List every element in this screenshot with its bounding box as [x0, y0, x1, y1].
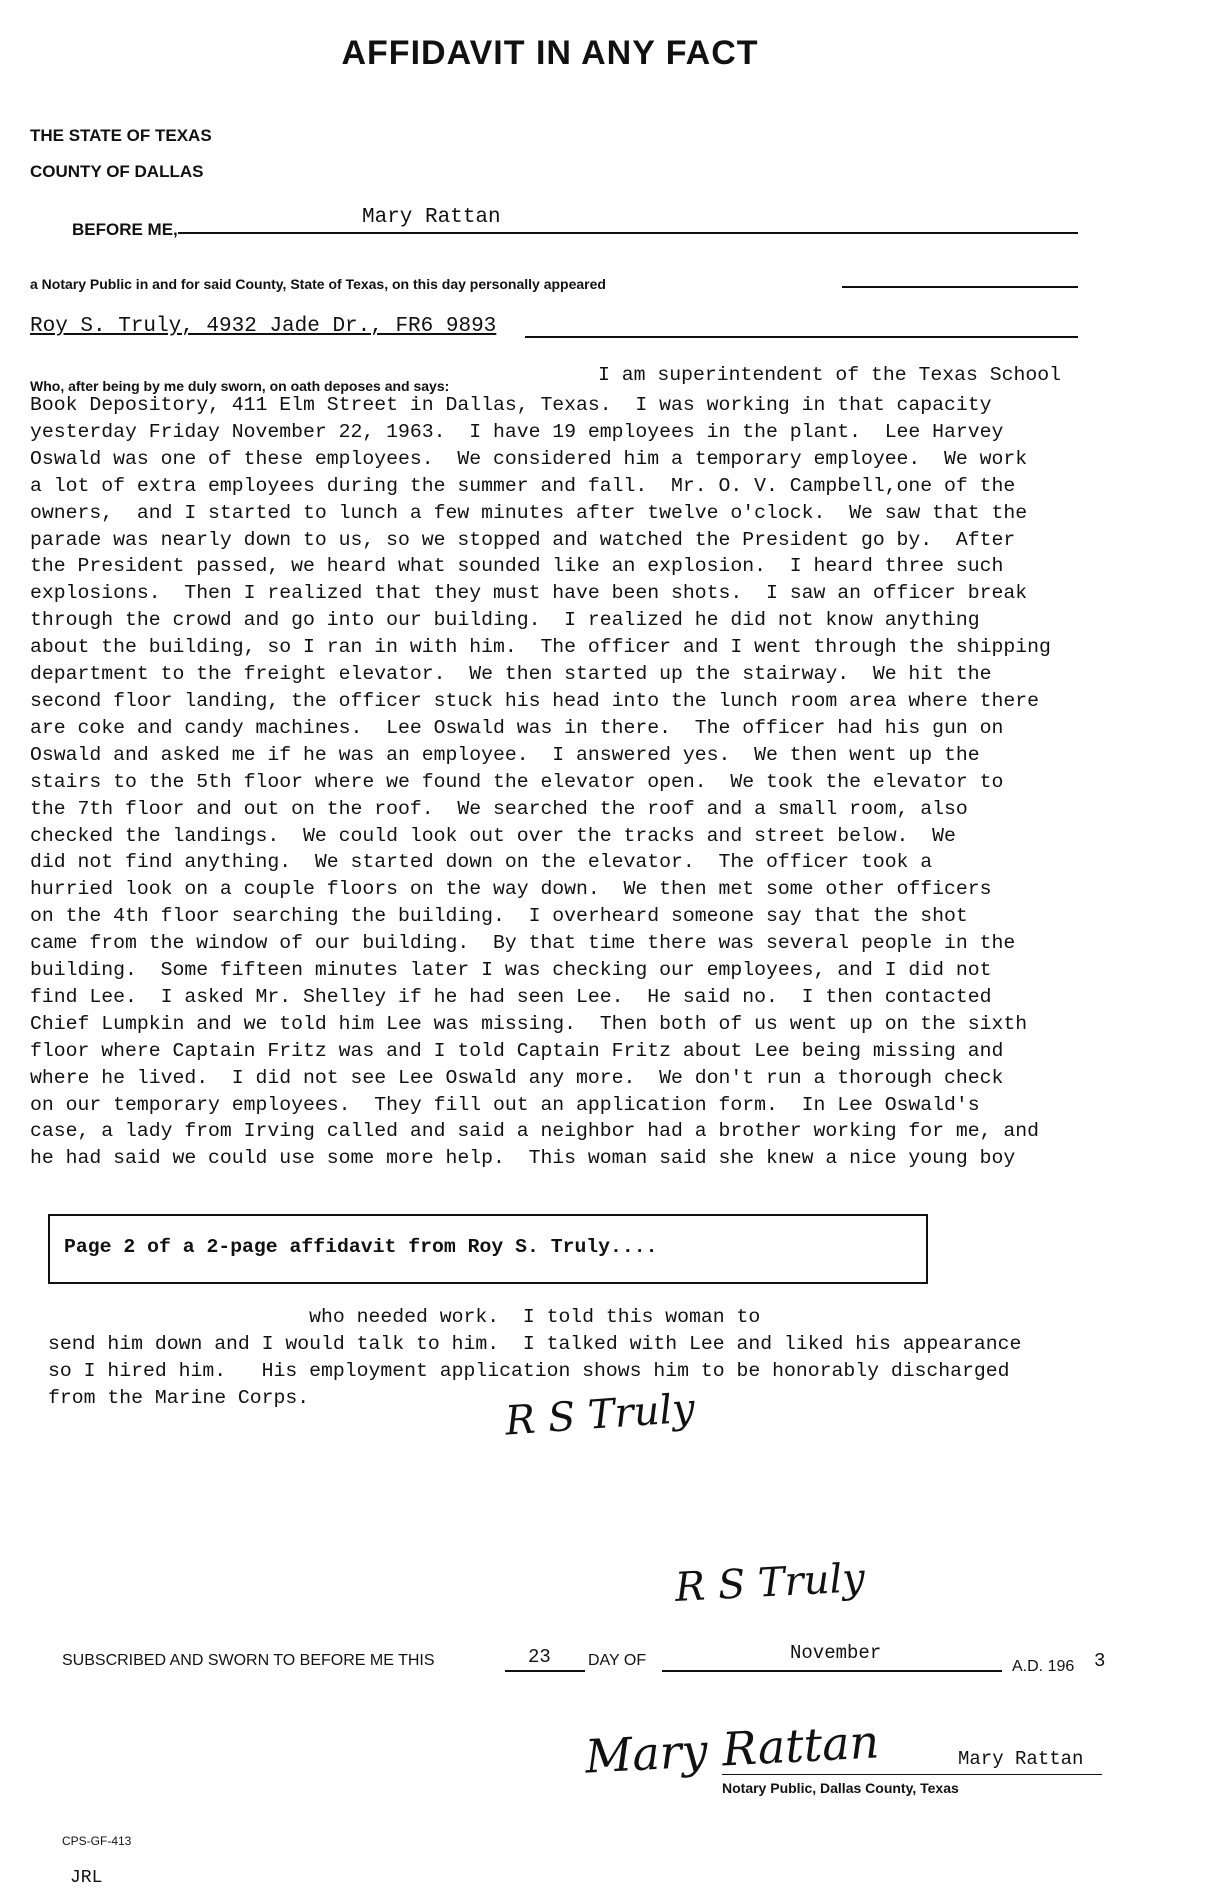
state-line: THE STATE OF TEXAS [30, 126, 212, 145]
appearance-rule [842, 286, 1078, 288]
statement-first-line: I am superintendent of the Texas School [598, 364, 1061, 386]
before-me-label: BEFORE ME, [72, 220, 178, 239]
statement-line: owners, and I started to lunch a few minutes after twelve o'clock. We saw that the [30, 501, 1028, 524]
statement-line: stairs to the 5th floor where we found the elevator open. We took the elevator to [30, 770, 1004, 793]
jurat-year-digit: 3 [1094, 1650, 1106, 1672]
statement-line: he had said we could use some more help. This woman said she knew a nice young boy [30, 1147, 1016, 1170]
statement-line: Oswald was one of these employees. We considered him a temporary employee. We work [30, 447, 1028, 470]
statement-line: checked the landings. We could look out over the tracks and street below. We [30, 824, 956, 847]
jurat-day-of: DAY OF [588, 1652, 647, 1669]
jurat-month-rule [662, 1670, 1002, 1672]
page-notice-text: Page 2 of a 2-page affidavit from Roy S. Truly.... [64, 1236, 658, 1258]
statement-line: parade was nearly down to us, so we stopped and watched the President go by. After [30, 528, 1016, 551]
notary-rule [722, 1774, 1102, 1775]
notary-name-typed: Mary Rattan [362, 206, 501, 229]
statement-line: a lot of extra employees during the summer and fall. Mr. O. V. Campbell,one of the [30, 474, 1016, 497]
county-line: COUNTY OF DALLAS [30, 162, 204, 181]
jurat-ad: A.D. 196 [1012, 1658, 1075, 1675]
statement-line: through the crowd and go into our building. I realized he did not know anything [30, 609, 980, 632]
affiant-signature-1: R S Truly [503, 1385, 697, 1445]
continuation-line: who needed work. I told this woman to [48, 1306, 761, 1328]
statement-line: building. Some fifteen minutes later I was checking our employees, and I did not [30, 959, 992, 982]
statement-line: floor where Captain Fritz was and I told Captain Fritz about Lee being missing and [30, 1039, 1004, 1062]
initials: JRL [70, 1868, 103, 1888]
jurat-month: November [790, 1642, 882, 1664]
jurat-prefix: SUBSCRIBED AND SWORN TO BEFORE ME THIS [62, 1652, 435, 1669]
statement-line: the 7th floor and out on the roof. We searched the roof and a small room, also [30, 797, 968, 820]
affiant-name-address: Roy S. Truly, 4932 Jade Dr., FR6 9893 [30, 315, 497, 338]
statement-line: Chief Lumpkin and we told him Lee was missing. Then both of us went up on the sixth [30, 1012, 1028, 1035]
statement-line: Book Depository, 411 Elm Street in Dallas, Texas. I was working in that capacity [30, 394, 992, 416]
continuation-line: so I hired him. His employment application shows him to be honorably discharged [48, 1359, 1010, 1382]
statement-line: Oswald and asked me if he was an employee. I answered yes. We then went up the [30, 743, 980, 766]
statement-line: where he lived. I did not see Lee Oswald any more. We don't run a thorough check [30, 1066, 1004, 1089]
statement-line: on the 4th floor searching the building. I overheard someone say that the shot [30, 905, 968, 928]
statement-line: find Lee. I asked Mr. Shelley if he had seen Lee. He said no. I then contacted [30, 985, 992, 1008]
statement-line: did not find anything. We started down on the elevator. The officer took a [30, 851, 933, 874]
statement-line: came from the window of our building. By that time there was several people in the [30, 932, 1016, 955]
statement-line: about the building, so I ran in with him. The officer and I went through the shipping [30, 636, 1051, 659]
affiant-signature-2: R S Truly [673, 1555, 866, 1611]
statement-line: case, a lady from Irving called and said a neighbor had a brother working for me, and [30, 1120, 1040, 1143]
statement-line: department to the freight elevator. We then started up the stairway. We hit the [30, 663, 992, 686]
statement-line: hurried look on a couple floors on the way down. We then met some other officers [30, 878, 992, 901]
before-me-rule [178, 232, 1078, 234]
jurat-day-rule [505, 1670, 585, 1672]
jurat-day: 23 [528, 1646, 551, 1668]
affiant-rule [525, 336, 1078, 338]
statement-line: explosions. Then I realized that they must have been shots. I saw an officer break [30, 582, 1028, 605]
deposes-label: Who, after being by me duly sworn, on oath deposes and says: [30, 378, 450, 394]
statement-line: yesterday Friday November 22, 1963. I have 19 employees in the plant. Lee Harvey [30, 420, 1004, 443]
statement-line: on our temporary employees. They fill out an application form. In Lee Oswald's [30, 1093, 980, 1116]
document-title: AFFIDAVIT IN ANY FACT [341, 34, 759, 72]
continuation-line: from the Marine Corps. [48, 1386, 310, 1409]
notary-signature: Mary Rattan [583, 1714, 881, 1784]
statement-line: are coke and candy machines. Lee Oswald was in there. The officer had his gun on [30, 716, 1004, 739]
notary-title: Notary Public, Dallas County, Texas [722, 1780, 959, 1796]
form-number: CPS-GF-413 [62, 1834, 132, 1848]
page-notice-box [48, 1214, 928, 1284]
statement-body [30, 392, 1051, 1172]
notary-appearance-line: a Notary Public in and for said County, State of Texas, on this day personally appeared [30, 276, 606, 292]
statement-line: second floor landing, the officer stuck his head into the lunch room area where there [30, 689, 1040, 712]
continuation-line: send him down and I would talk to him. I talked with Lee and liked his appearance [48, 1332, 1022, 1355]
statement-line: the President passed, we heard what sounded like an explosion. I heard three such [30, 555, 1004, 578]
notary-typed-name: Mary Rattan [958, 1748, 1084, 1770]
